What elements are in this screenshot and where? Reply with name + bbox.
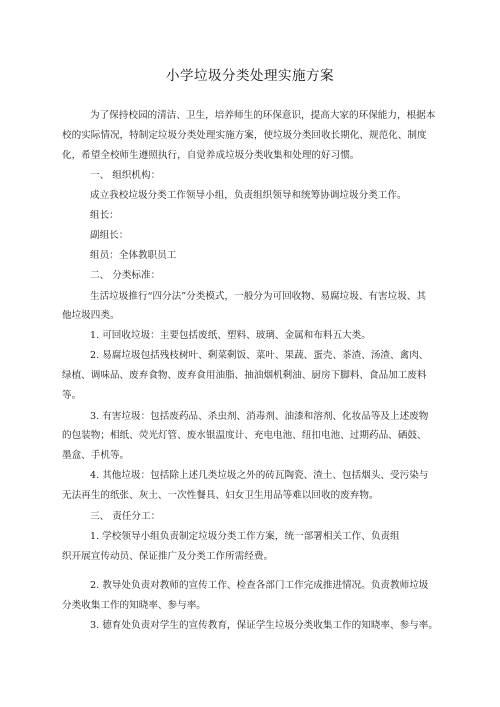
- paragraph-line: 织开展宣传动员、保证推广及分类工作所需经费。: [62, 551, 274, 562]
- paragraph-line: 1. 可回收垃圾：主要包括废纸、塑料、玻璃、金属和布料五大类。: [90, 330, 371, 341]
- paragraph-line: 的包装物；相纸、荧光灯管、废水银温度计、充电电池、纽扣电池、过期药品、硒鼓、: [62, 430, 427, 441]
- paragraph-line: 他垃圾四类。: [62, 310, 120, 321]
- paragraph-line: 等。: [62, 390, 82, 401]
- paragraph-line: 3. 有害垃圾：包括废药品、杀虫剂、消毒剂、油漆和溶剂、化妆品等及上述废物: [90, 411, 429, 422]
- section-heading: 一、 组织机构：: [90, 170, 161, 181]
- section-heading: 三、 责任分工：: [90, 511, 161, 522]
- paragraph-line: 生活垃圾推行“四分法”分类模式，一般分为可回收物、易腐垃圾、有害垃圾、其: [90, 291, 426, 302]
- paragraph-line: 无法再生的纸张、灰土、一次性餐具、妇女卫生用品等难以回收的废弃物。: [62, 490, 379, 501]
- paragraph-line: 3. 德育处负责对学生的宣传教育，保证学生垃圾分类收集工作的知晓率、参与率。: [90, 620, 438, 631]
- paragraph-line: 墨盒、手机等。: [62, 450, 130, 461]
- paragraph-line: 2. 易腐垃圾包括残枝树叶、剩菜剩饭、菜叶、果蔬、蛋壳、茶渣、汤渣、禽肉、: [90, 350, 429, 361]
- paragraph-line: 校的实际情况，特制定垃圾分类处理实施方案，使垃圾分类回收长期化、规范化、制度: [62, 130, 427, 141]
- paragraph-line: 分类收集工作的知晓率、参与率。: [62, 600, 206, 611]
- paragraph-line: 副组长：: [90, 230, 129, 241]
- document-title: 小学垃圾分类处理实施方案: [166, 68, 334, 84]
- paragraph-line: 4. 其他垃圾：包括除上述几类垃圾之外的砖瓦陶瓷、渣土、包括烟头、受污染与: [90, 470, 429, 481]
- paragraph-line: 1. 学校领导小组负责制定垃圾分类工作方案，统一部署相关工作、负责组: [90, 531, 400, 542]
- paragraph-line: 组员：全体教职员工: [90, 250, 177, 261]
- paragraph-line: 组长：: [90, 210, 119, 221]
- paragraph-line: 化，希望全校师生遵照执行，自觉养成垃圾分类收集和处理的好习惯。: [62, 150, 360, 161]
- paragraph-line: 绿植、调味品、废弃食物、废弃食用油脂、抽油烟机剩油、厨房下脚料、食品加工废料: [62, 370, 427, 381]
- paragraph-line: 2. 教导处负责对教师的宣传工作、检查各部门工作完成推进情况。负责教师垃圾: [90, 580, 429, 591]
- paragraph-line: 为了保持校园的清洁、卫生，培养师生的环保意识，提高大家的环保能力，根据本: [90, 110, 436, 121]
- section-heading: 二、 分类标准：: [90, 270, 161, 281]
- paragraph-line: 成立我校垃圾分类工作领导小组，负责组织领导和统筹协调垃圾分类工作。: [90, 190, 407, 201]
